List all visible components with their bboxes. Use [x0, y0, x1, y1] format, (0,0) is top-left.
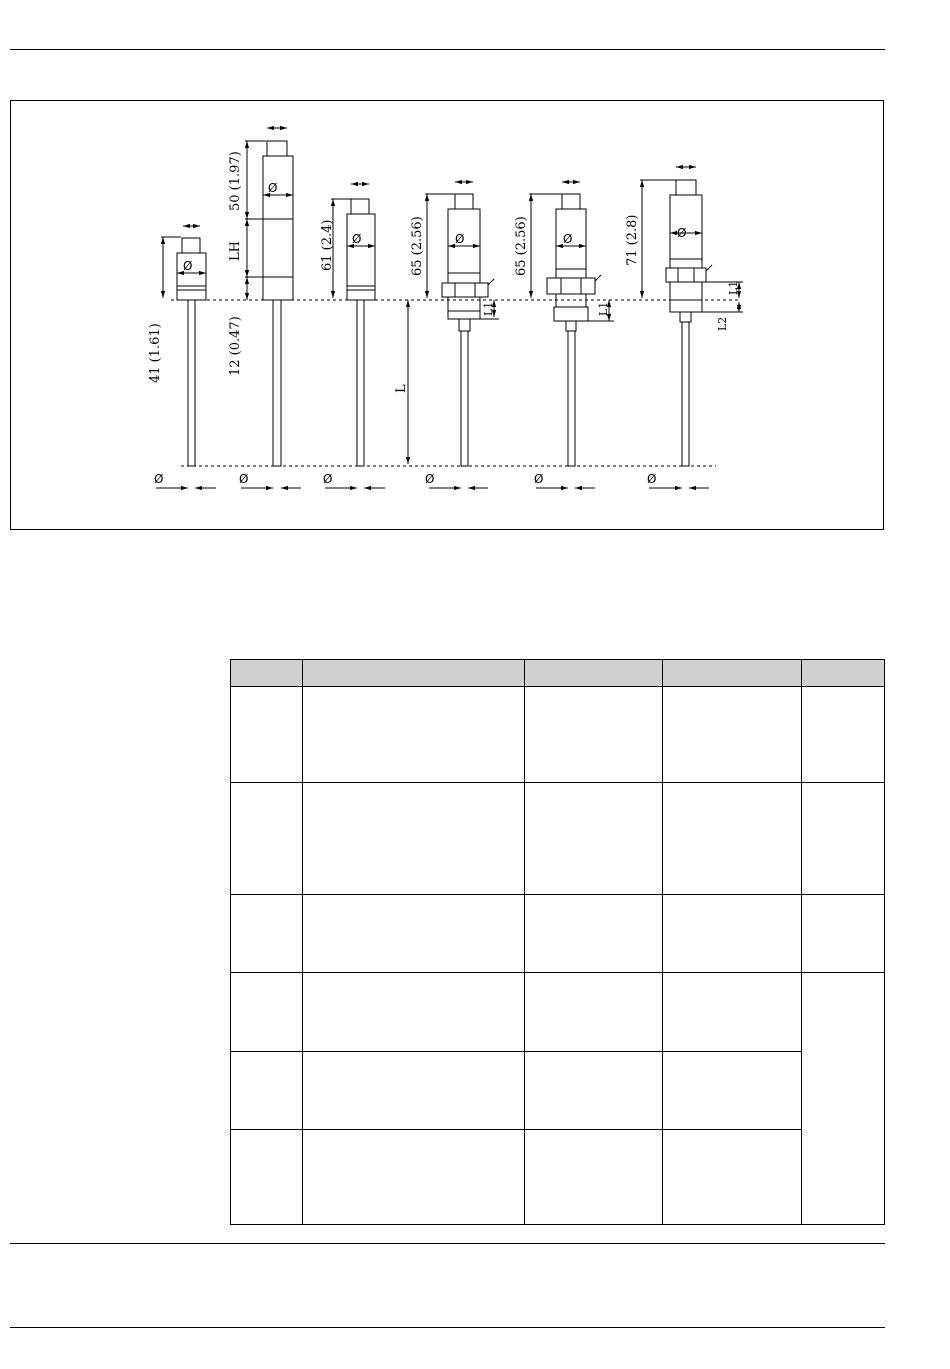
- table-row: [231, 895, 885, 973]
- table-header-cell: [231, 660, 303, 687]
- dim-71-label: 71 (2.8): [625, 214, 640, 266]
- diameter-symbol: Ø: [183, 259, 193, 273]
- table-cell: [525, 895, 663, 973]
- dim-l1-probe6-label: L1: [727, 280, 740, 295]
- table-cell: [303, 973, 525, 1052]
- diameter-symbol: Ø: [455, 232, 465, 246]
- table-cell: [231, 895, 303, 973]
- table-cell: [663, 973, 802, 1052]
- table-cell: [303, 1130, 525, 1225]
- table-cell: [525, 973, 663, 1052]
- diameter-symbol: Ø: [352, 232, 362, 246]
- diameter-symbol: Ø: [563, 232, 573, 246]
- table-row: [231, 783, 885, 895]
- dim-65b-label: 65 (2.56): [514, 216, 529, 276]
- table-cell: [303, 895, 525, 973]
- table-cell: [802, 687, 885, 783]
- diameter-symbol: Ø: [323, 472, 333, 486]
- table-cell: [663, 1052, 802, 1130]
- table-cell: [663, 783, 802, 895]
- spec-table: [230, 659, 885, 1225]
- dim-50-label: 50 (1.97): [228, 151, 243, 211]
- diameter-symbol: Ø: [677, 226, 687, 240]
- dim-41-label: 41 (1.61): [148, 323, 163, 383]
- table-cell: [802, 783, 885, 895]
- footer-rule-upper: [10, 1243, 885, 1244]
- table-cell: [231, 973, 303, 1052]
- diameter-symbol: Ø: [239, 472, 249, 486]
- table-cell: [525, 1052, 663, 1130]
- table-cell: [231, 783, 303, 895]
- table-row: [231, 973, 885, 1052]
- table-header-row: [231, 660, 885, 687]
- dim-12-label: 12 (0.47): [228, 316, 243, 376]
- table-cell: [525, 783, 663, 895]
- table-cell: [303, 783, 525, 895]
- probe-5: [529, 182, 614, 488]
- diameter-symbol: Ø: [534, 472, 544, 486]
- table-cell: [303, 687, 525, 783]
- dim-l2-probe6-label: L2: [716, 316, 729, 331]
- dim-l-label: L: [394, 384, 409, 393]
- table-cell: [802, 895, 885, 973]
- table-cell: [663, 895, 802, 973]
- footer-rule-lower: [10, 1327, 885, 1328]
- dim-65a-label: 65 (2.56): [410, 216, 425, 276]
- diameter-symbol: Ø: [425, 472, 435, 486]
- table-row: [231, 1052, 885, 1130]
- dimension-drawing: [11, 101, 885, 531]
- table-cell: [525, 687, 663, 783]
- table-header-cell: [525, 660, 663, 687]
- table-cell: [231, 1052, 303, 1130]
- table-header-cell: [303, 660, 525, 687]
- dim-l1-probe4-label: L1: [482, 301, 495, 316]
- table-cell: [231, 687, 303, 783]
- table-header-cell: [663, 660, 802, 687]
- table-cell: [663, 1130, 802, 1225]
- header-rule: [10, 49, 885, 50]
- table-header-cell: [802, 660, 885, 687]
- table-cell: [802, 973, 885, 1225]
- dim-61-label: 61 (2.4): [320, 219, 335, 271]
- dimension-drawing-frame: [10, 100, 884, 530]
- diameter-symbol: Ø: [647, 472, 657, 486]
- table-row: [231, 687, 885, 783]
- dim-l1-probe5-label: L1: [597, 301, 610, 316]
- dim-lh-label: LH: [228, 241, 243, 261]
- diameter-symbol: Ø: [268, 181, 278, 195]
- table-cell: [525, 1130, 663, 1225]
- table-row: [231, 1130, 885, 1225]
- table-cell: [303, 1052, 525, 1130]
- table-cell: [231, 1130, 303, 1225]
- table-cell: [663, 687, 802, 783]
- diameter-symbol: Ø: [154, 472, 164, 486]
